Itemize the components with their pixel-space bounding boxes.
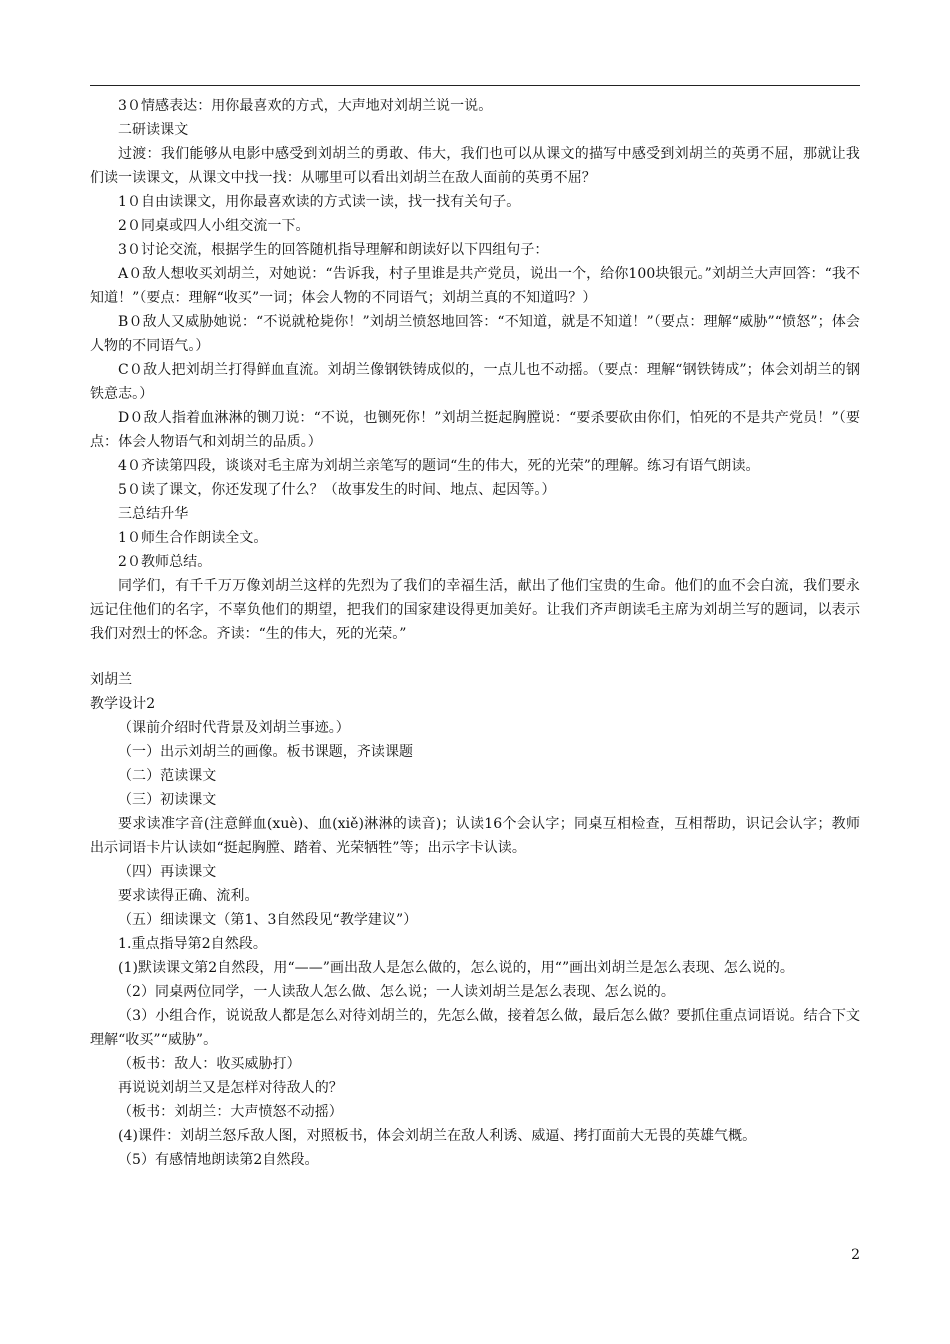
lesson-section-2 xyxy=(90,668,860,1172)
paragraph: 过渡：我们能够从电影中感受到刘胡兰的勇敢、伟大，我们也可以从课文的描写中感受到刘胡兰的英勇不屈，那就让我们读一读课文，从课文中找一找：从哪里可以看出刘胡兰在敌人面前的英勇不屈？ xyxy=(90,146,860,186)
paragraph: （一）出示刘胡兰的画像。板书课题，齐读课题 xyxy=(118,744,414,760)
paragraph: （3）小组合作，说说敌人都是怎么对待刘胡兰的，先怎么做，接着怎么做，最后怎么做？要抓住重点词语说。结合下文理解“收买”“威胁”。 xyxy=(90,1008,860,1048)
paragraph: 教学设计2 xyxy=(90,696,156,712)
paragraph: （2）同桌两位同学，一人读敌人怎么做、怎么说；一人读刘胡兰是怎么表现、怎么说的。 xyxy=(118,984,675,1000)
paragraph: C０敌人把刘胡兰打得鲜血直流。刘胡兰像钢铁铸成似的，一点儿也不动摇。（要点：理解“钢铁铸成”；体会刘胡兰的钢铁意志。） xyxy=(90,362,860,402)
paragraph: （板书：敌人：收买威胁打） xyxy=(118,1056,301,1072)
page-number: 2 xyxy=(851,1247,860,1263)
paragraph: 三总结升华 xyxy=(118,506,189,522)
paragraph: D０敌人指着血淋淋的铡刀说：“不说，也铡死你！”刘胡兰挺起胸膛说：“要杀要砍由你们，怕死的不是共产党员！”（要点：体会人物语气和刘胡兰的品质。） xyxy=(90,410,860,450)
paragraph: （四）再读课文 xyxy=(118,864,217,880)
paragraph: (4)课件：刘胡兰怒斥敌人图，对照板书，体会刘胡兰在敌人利诱、威逼、拷打面前大无畏的英雄气概。 xyxy=(118,1128,757,1144)
paragraph: 3０讨论交流，根据学生的回答随机指导理解和朗读好以下四组句子： xyxy=(118,242,549,258)
paragraph: 2０教师总结。 xyxy=(118,554,212,570)
paragraph: （五）细读课文（第1、3自然段见“教学建议”） xyxy=(118,912,418,928)
paragraph: 3０情感表达：用你最喜欢的方式，大声地对刘胡兰说一说。 xyxy=(118,98,493,114)
paragraph: （三）初读课文 xyxy=(118,792,217,808)
paragraph: 5０读了课文，你还发现了什么？（故事发生的时间、地点、起因等。） xyxy=(118,482,556,498)
paragraph: 同学们，有千千万万像刘胡兰这样的先烈为了我们的幸福生活，献出了他们宝贵的生命。他们的血不会白流，我们要永远记住他们的名字，不辜负他们的期望，把我们的国家建设得更加美好。让我们齐声朗读毛主席为刘胡兰写的题词，以表示我们对烈士的怀念。齐读：“生的伟大，死的光荣。” xyxy=(90,578,860,642)
paragraph: (1)默读课文第2自然段，用“——”画出敌人是怎么做的，怎么说的，用“”画出刘胡兰是怎么表现、怎么说的。 xyxy=(118,960,794,976)
paragraph: （板书：刘胡兰：大声愤怒不动摇） xyxy=(118,1104,343,1120)
paragraph: 要求读得正确、流利。 xyxy=(118,888,259,904)
paragraph: 1０自由读课文，用你最喜欢读的方式读一读，找一找有关句子。 xyxy=(118,194,521,210)
paragraph: 2０同桌或四人小组交流一下。 xyxy=(118,218,310,234)
document-page xyxy=(90,94,860,1172)
paragraph: 再说说刘胡兰又是怎样对待敌人的？ xyxy=(118,1080,343,1096)
paragraph: （二）范读课文 xyxy=(118,768,217,784)
paragraph: 刘胡兰 xyxy=(90,672,133,688)
paragraph: （5）有感情地朗读第2自然段。 xyxy=(118,1152,319,1168)
paragraph: 4０齐读第四段，谈谈对毛主席为刘胡兰亲笔写的题词“生的伟大，死的光荣”的理解。练习有语气朗读。 xyxy=(118,458,760,474)
section-gap xyxy=(90,646,860,668)
paragraph: A０敌人想收买刘胡兰，对她说：“告诉我，村子里谁是共产党员，说出一个，给你100块银元。”刘胡兰大声回答：“我不知道！”（要点：理解“收买”一词；体会人物的不同语气；刘胡兰真的不知道吗？） xyxy=(90,266,860,306)
header-rule xyxy=(90,85,860,86)
paragraph: 1.重点指导第2自然段。 xyxy=(118,936,267,952)
paragraph: 1０师生合作朗读全文。 xyxy=(118,530,268,546)
paragraph: （课前介绍时代背景及刘胡兰事迹。） xyxy=(118,720,350,736)
paragraph: B０敌人又威胁她说：“不说就枪毙你！”刘胡兰愤怒地回答：“不知道，就是不知道！”（要点：理解“威胁”“愤怒”；体会人物的不同语气。） xyxy=(90,314,860,354)
lesson-section-1 xyxy=(90,94,860,646)
paragraph: 二研读课文 xyxy=(118,122,189,138)
paragraph: 要求读准字音(注意鲜血(xuè)、血(xiě)淋淋的读音)；认读16个会认字；同桌互相检查，互相帮助，识记会认字；教师出示词语卡片认读如“挺起胸膛、踏着、光荣牺牲”等；出示字卡认读。 xyxy=(90,816,860,856)
